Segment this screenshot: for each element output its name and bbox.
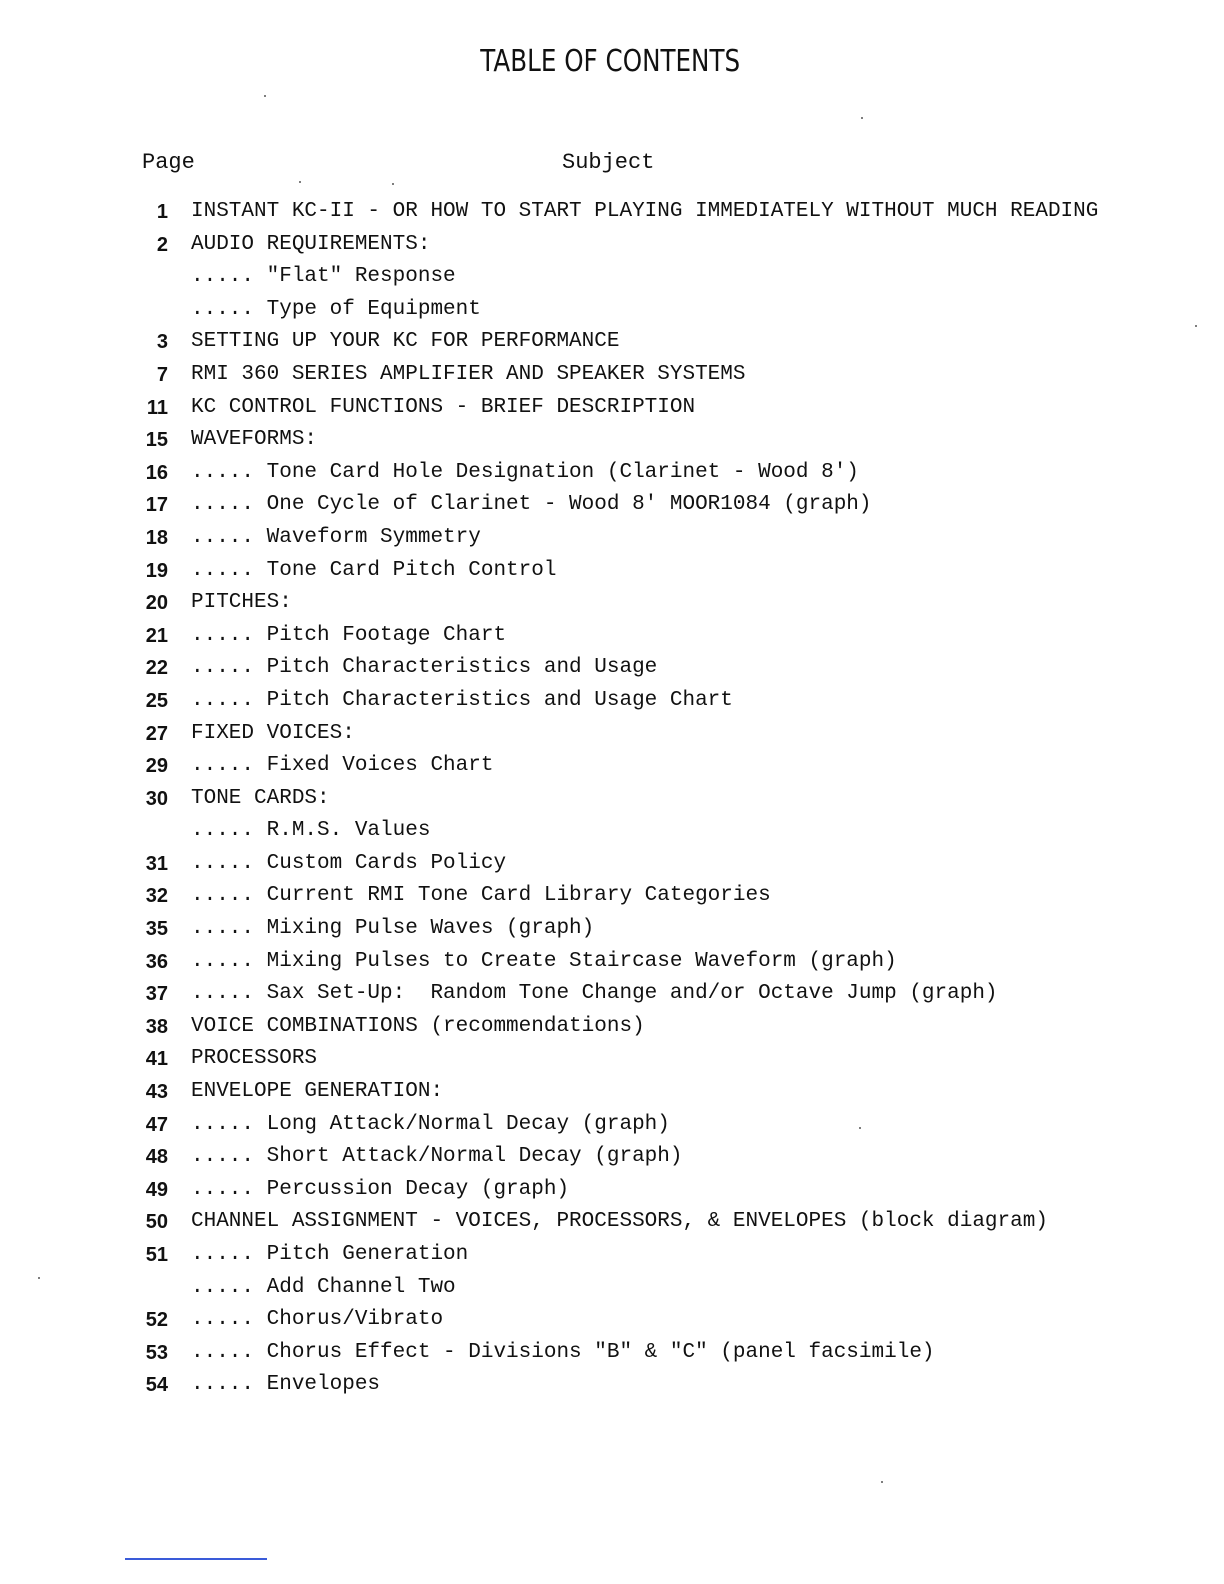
toc-page-number: 2 <box>156 233 168 256</box>
toc-page-number: 41 <box>145 1048 168 1071</box>
toc-page-number: 50 <box>145 1211 168 1234</box>
toc-entry <box>0 1272 1224 1305</box>
toc-subject: TONE CARDS: <box>191 786 330 810</box>
toc-subject: ..... Envelopes <box>191 1373 381 1397</box>
toc-page-number: 52 <box>145 1309 168 1332</box>
toc-subject: ..... Pitch Characteristics and Usage <box>191 656 658 680</box>
toc-subject: PITCHES: <box>191 591 292 615</box>
toc-entry <box>0 652 1224 685</box>
toc-entry <box>0 457 1224 490</box>
toc-subject: ..... "Flat" Response <box>191 265 456 289</box>
scan-speck <box>264 95 266 97</box>
toc-entry <box>0 196 1224 229</box>
toc-page-number: 19 <box>145 559 168 582</box>
toc-entry <box>0 424 1224 457</box>
scan-speck <box>861 117 863 119</box>
toc-subject: AUDIO REQUIREMENTS: <box>191 232 431 256</box>
toc-subject: ..... Mixing Pulse Waves (graph) <box>191 917 595 941</box>
toc-entry <box>0 685 1224 718</box>
toc-entry <box>0 1141 1224 1174</box>
toc-subject: ..... Waveform Symmetry <box>191 525 481 549</box>
toc-entry <box>0 1239 1224 1272</box>
toc-page-number: 54 <box>145 1374 168 1397</box>
toc-entry <box>0 946 1224 979</box>
toc-entry <box>0 229 1224 262</box>
toc-page-number: 18 <box>145 526 168 549</box>
toc-subject: ..... Percussion Decay (graph) <box>191 1177 570 1201</box>
toc-entry <box>0 555 1224 588</box>
toc-entry <box>0 359 1224 392</box>
toc-subject: VOICE COMBINATIONS (recommendations) <box>191 1014 645 1038</box>
toc-subject: WAVEFORMS: <box>191 428 318 452</box>
toc-entry <box>0 978 1224 1011</box>
toc-subject: FIXED VOICES: <box>191 721 355 745</box>
toc-entry <box>0 913 1224 946</box>
toc-page-number: 31 <box>145 852 168 875</box>
toc-page-number: 15 <box>145 429 168 452</box>
toc-entry <box>0 1304 1224 1337</box>
toc-subject: PROCESSORS <box>191 1047 318 1071</box>
toc-subject: ..... Chorus/Vibrato <box>191 1308 444 1332</box>
toc-entry <box>0 1337 1224 1370</box>
toc-entry <box>0 1076 1224 1109</box>
toc-page-number: 16 <box>145 461 168 484</box>
toc-entry <box>0 326 1224 359</box>
toc-page-number: 29 <box>145 755 168 778</box>
toc-entry <box>0 718 1224 751</box>
toc-page-number: 20 <box>145 592 168 615</box>
toc-entry <box>0 522 1224 555</box>
toc-subject: INSTANT KC-II - OR HOW TO START PLAYING IMMEDIATELY WITHOUT MUCH READING <box>191 200 1099 223</box>
toc-subject: ..... R.M.S. Values <box>191 819 431 843</box>
toc-page-number: 17 <box>145 494 168 517</box>
toc-entry <box>0 489 1224 522</box>
toc-subject: ..... Pitch Footage Chart <box>191 623 507 647</box>
toc-subject: RMI 360 SERIES AMPLIFIER AND SPEAKER SYSTEMS <box>191 362 746 386</box>
toc-subject: ..... Tone Card Hole Designation (Clarinet - Wood 8') <box>191 460 859 484</box>
scan-speck <box>38 1277 40 1279</box>
toc-page-number: 21 <box>145 624 168 647</box>
toc-subject: ..... Type of Equipment <box>191 297 481 321</box>
toc-page-number: 32 <box>145 885 168 908</box>
toc-page-number: 38 <box>145 1015 168 1038</box>
scan-speck <box>392 183 394 185</box>
toc-entry <box>0 392 1224 425</box>
toc-subject: ..... Sax Set-Up: Random Tone Change and/or Octave Jump (graph) <box>191 982 998 1006</box>
toc-page-number: 37 <box>145 983 168 1006</box>
page-title: TABLE OF CONTENTS <box>480 44 741 79</box>
toc-page-number: 11 <box>146 396 168 419</box>
toc-entry <box>0 1369 1224 1402</box>
toc-subject: ..... Pitch Generation <box>191 1243 469 1266</box>
toc-list <box>0 196 1224 1402</box>
toc-entry <box>0 1206 1224 1239</box>
toc-page-number: 48 <box>145 1146 168 1169</box>
toc-entry <box>0 848 1224 881</box>
toc-entry <box>0 783 1224 816</box>
toc-page-number: 30 <box>145 787 168 810</box>
toc-subject: ENVELOPE GENERATION: <box>191 1080 444 1104</box>
toc-entry <box>0 1174 1224 1207</box>
toc-subject: ..... Chorus Effect - Divisions "B" & "C" (panel facsimile) <box>191 1340 935 1364</box>
scan-speck <box>859 1127 861 1129</box>
toc-subject: ..... Mixing Pulses to Create Staircase Waveform (graph) <box>191 949 897 973</box>
toc-page-number: 22 <box>145 657 168 680</box>
toc-page-number: 25 <box>145 689 168 712</box>
toc-subject: ..... One Cycle of Clarinet - Wood 8' MOOR1084 (graph) <box>191 493 872 517</box>
toc-entry <box>0 1011 1224 1044</box>
toc-page-number: 49 <box>145 1178 168 1201</box>
toc-entry <box>0 620 1224 653</box>
toc-page-number: 51 <box>145 1244 168 1266</box>
toc-subject: KC CONTROL FUNCTIONS - BRIEF DESCRIPTION <box>191 395 696 419</box>
toc-page-number: 35 <box>145 918 168 941</box>
toc-page-number: 53 <box>145 1341 168 1364</box>
toc-page-number: 27 <box>145 722 168 745</box>
toc-subject: ..... Custom Cards Policу <box>191 851 507 875</box>
toc-entry <box>0 587 1224 620</box>
toc-entry <box>0 294 1224 327</box>
toc-page-number: 43 <box>145 1081 168 1104</box>
toc-page-number: 7 <box>156 363 168 386</box>
scan-speck <box>1195 325 1197 327</box>
toc-page-number: 1 <box>156 201 168 223</box>
toc-entry <box>0 750 1224 783</box>
toc-subject: ..... Tone Card Pitch Control <box>191 558 557 582</box>
scan-speck <box>881 1481 883 1483</box>
toc-page-number: 47 <box>145 1113 168 1136</box>
toc-subject: CHANNEL ASSIGNMENT - VOICES, PROCESSORS, & ENVELOPES (block diagram) <box>191 1210 1048 1234</box>
toc-entry <box>0 880 1224 913</box>
toc-subject: ..... Pitch Characteristics and Usage Chart <box>191 688 733 712</box>
footer-rule <box>125 1558 267 1560</box>
toc-page-number: 36 <box>145 950 168 973</box>
toc-subject: ..... Short Attack/Normal Decay (graph) <box>191 1145 683 1169</box>
toc-entry <box>0 1109 1224 1142</box>
page-column-header: Page <box>142 150 195 175</box>
scan-speck <box>299 181 301 183</box>
toc-subject: SETTING UP YOUR KC FOR PERFORMANCE <box>191 330 620 354</box>
toc-entry <box>0 815 1224 848</box>
toc-entry <box>0 261 1224 294</box>
toc-subject: ..... Current RMI Tone Card Library Categories <box>191 884 771 908</box>
toc-subject: ..... Fixed Voices Chart <box>191 754 494 778</box>
toc-subject: ..... Add Channel Two <box>191 1275 456 1299</box>
toc-page-number: 3 <box>156 331 168 354</box>
toc-entry <box>0 1043 1224 1076</box>
subject-column-header: Subject <box>562 150 655 175</box>
toc-subject: ..... Long Attack/Normal Decay (graph) <box>191 1112 670 1136</box>
